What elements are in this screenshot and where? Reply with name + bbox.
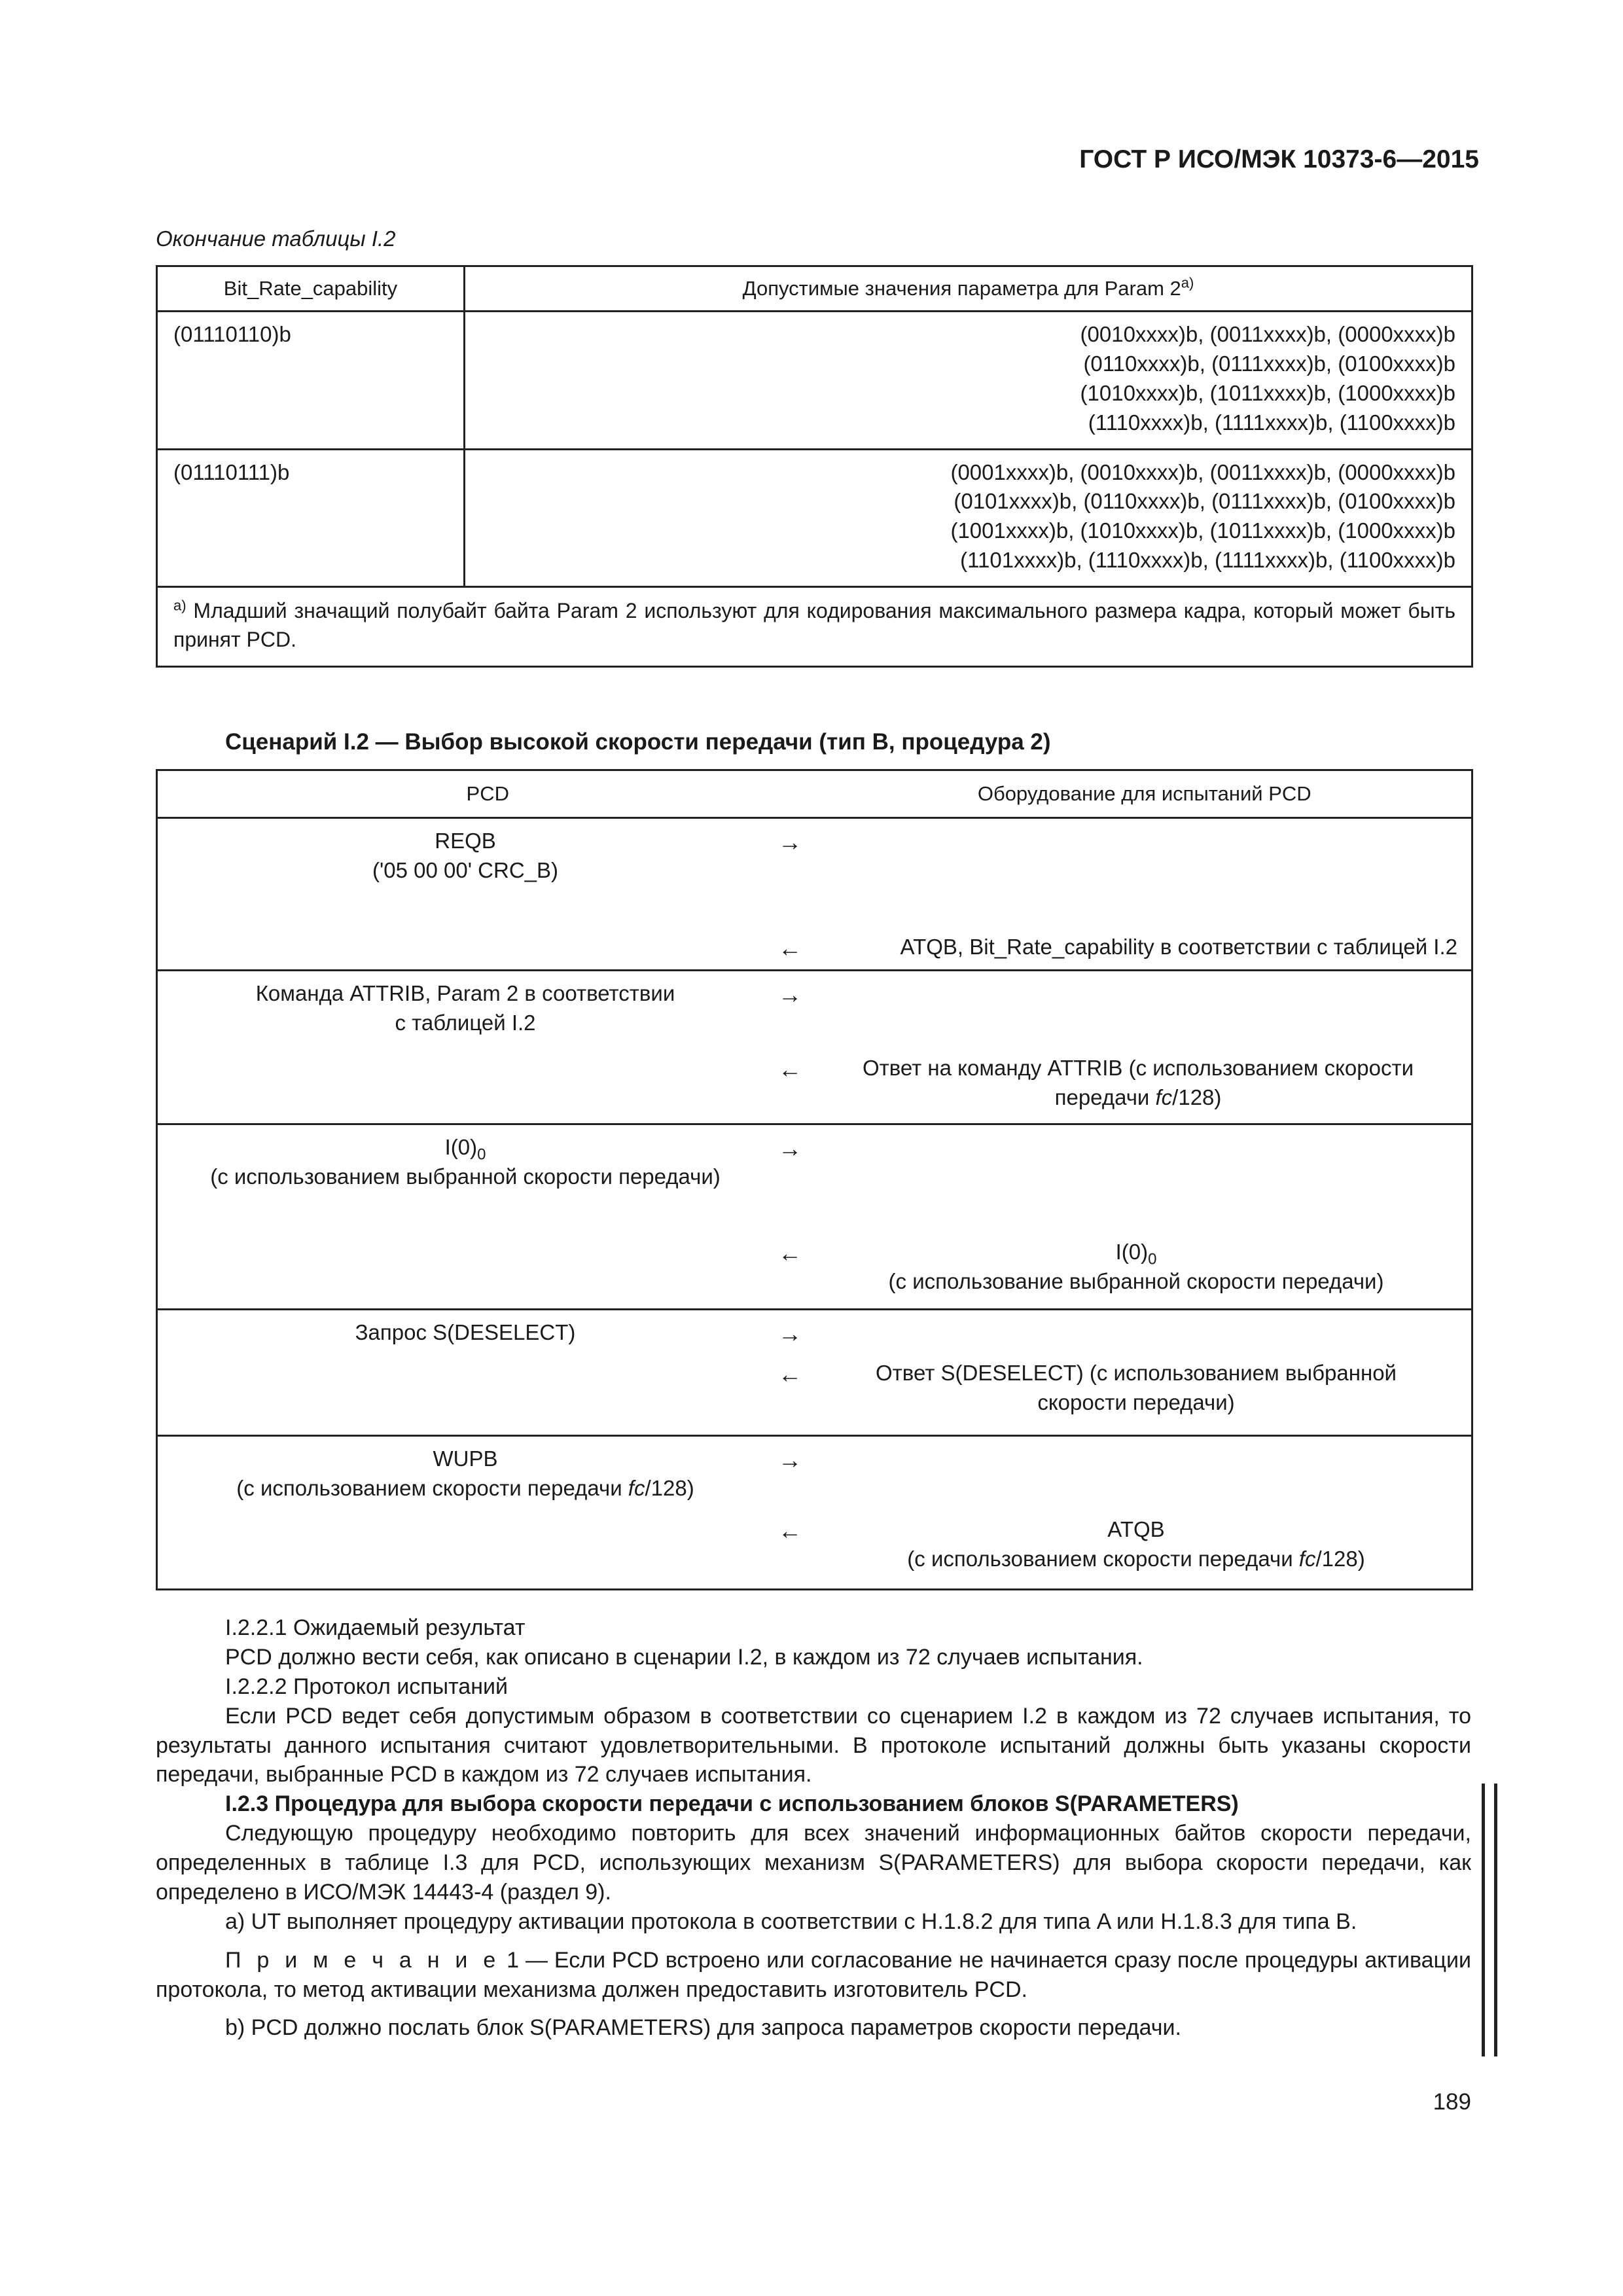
pcd-command: REQB ('05 00 00' CRC_B) bbox=[372, 829, 559, 882]
values-cell bbox=[465, 312, 1472, 450]
table-caption: Окончание таблицы I.2 bbox=[156, 226, 396, 251]
values-cell bbox=[465, 449, 1472, 587]
value-line: (0101xxxx)b, (0110xxxx)b, (0111xxxx)b, (0100xxxx)b bbox=[954, 489, 1455, 514]
arrow-right-icon: → bbox=[778, 1135, 802, 1162]
scenario-step bbox=[157, 1124, 1472, 1310]
pcd-command: Команда ATTRIB, Param 2 в соответствии с таблицей I.2 bbox=[255, 981, 675, 1035]
col-header-capability: Bit_Rate_capability bbox=[157, 266, 465, 312]
arrow-left-icon: ← bbox=[778, 935, 802, 961]
col-header-values: Допустимые значения параметра для Param 2$^{a)}$ bbox=[465, 266, 1472, 312]
arrow-right-icon: → bbox=[778, 1320, 802, 1347]
equipment-response: ATQB (с использованием скорости передачи fc/128) bbox=[907, 1517, 1365, 1571]
value-line: (1010xxxx)b, (1011xxxx)b, (1000xxxx)b bbox=[1080, 380, 1455, 405]
page-number: 189 bbox=[1433, 2089, 1471, 2115]
subsection-heading: I.2.2.2 Протокол испытаний bbox=[225, 1674, 508, 1699]
equipment-response: Ответ S(DESELECT) (с использованием выбранной скорости передачи) bbox=[876, 1361, 1397, 1414]
scenario-step bbox=[157, 971, 1472, 1124]
capability-cell: (01110111)b bbox=[157, 449, 465, 587]
table-footnote-row bbox=[157, 587, 1472, 667]
capability-cell: (01110110)b bbox=[157, 312, 465, 450]
value-line: (0110xxxx)b, (0111xxxx)b, (0100xxxx)b bbox=[1083, 351, 1455, 376]
scenario-step bbox=[157, 1310, 1472, 1436]
scenario-table bbox=[156, 769, 1473, 1590]
value-line: (0010xxxx)b, (0011xxxx)b, (0000xxxx)b bbox=[1080, 322, 1455, 346]
arrow-left-icon: ← bbox=[778, 1517, 802, 1544]
equipment-response: Ответ на команду ATTRIB (с использованием скорости передачи fc/128) bbox=[862, 1056, 1414, 1109]
pcd-command: $I(0)_0$ (с использованием выбранной скорости передачи) bbox=[210, 1135, 721, 1189]
arrow-right-icon: → bbox=[778, 829, 802, 855]
bitrate-table bbox=[156, 265, 1473, 668]
paragraph: Следующую процедуру необходимо повторить для всех значений информационных байтов скорости передачи, определенных в таблице I.3 для PCD, использующих механизм S(PARAMETERS) для выбора скорости передачи, как определено в ИСО/МЭК 14443-4 (раздел 9). bbox=[156, 1821, 1471, 1905]
arrow-right-icon: → bbox=[778, 1446, 802, 1473]
value-line: (1101xxxx)b, (1110xxxx)b, (1111xxxx)b, (1100xxxx)b bbox=[960, 548, 1455, 573]
paragraph: Если PCD ведет себя допустимым образом в соответствии со сценарием I.2 в каждом из 72 случаев испытания, то результаты данного испытания считают удовлетворительными. В протоколе испытаний должны быть указаны скорости передачи, выбранные PCD в каждом из 72 случаев испытания. bbox=[156, 1703, 1471, 1787]
subsection-heading: I.2.2.1 Ожидаемый результат bbox=[225, 1615, 526, 1640]
arrow-right-icon: → bbox=[778, 981, 802, 1008]
col-header-equipment: Оборудование для испытаний PCD bbox=[818, 770, 1472, 818]
value-line: (1001xxxx)b, (1010xxxx)b, (1011xxxx)b, (1000xxxx)b bbox=[950, 518, 1455, 543]
pcd-command: Запрос S(DESELECT) bbox=[355, 1320, 576, 1344]
arrow-left-icon: ← bbox=[778, 1240, 802, 1266]
section-heading: I.2.3 Процедура для выбора скорости передачи с использованием блоков S(PARAMETERS) bbox=[225, 1791, 1239, 1817]
paragraph: PCD должно вести себя, как описано в сценарии I.2, в каждом из 72 случаев испытания. bbox=[225, 1644, 1143, 1670]
equipment-response: ATQB, Bit_Rate_capability в соответствии с таблицей I.2 bbox=[900, 935, 1457, 959]
col-header-pcd: PCD bbox=[157, 770, 818, 818]
list-item: a) UT выполняет процедуру активации протокола в соответствии с H.1.8.2 для типа A или H.1.8.3 для типа B. bbox=[225, 1909, 1357, 1934]
scenario-title: Сценарий I.2 — Выбор высокой скорости передачи (тип B, процедура 2) bbox=[225, 729, 1051, 755]
scenario-step bbox=[157, 818, 1472, 971]
table-row bbox=[157, 312, 1472, 450]
scenario-header-row bbox=[157, 770, 1472, 818]
footnote-ref: a) bbox=[1181, 274, 1194, 291]
change-bar bbox=[1482, 1784, 1497, 2056]
pcd-command: WUPB (с использованием скорости передачи fc/128) bbox=[236, 1446, 694, 1500]
list-item: b) PCD должно послать блок S(PARAMETERS) для запроса параметров скорости передачи. bbox=[225, 2015, 1181, 2041]
body-text bbox=[156, 1613, 1471, 2043]
standard-header: ГОСТ Р ИСО/МЭК 10373-6—2015 bbox=[1079, 145, 1479, 173]
note: П р и м е ч а н и е 1 — Если PCD встроено или согласование не начинается сразу после процедуры активации протокола, то метод активации механизма должен предоставить изготовитель PCD. bbox=[156, 1947, 1471, 2002]
value-line: (0001xxxx)b, (0010xxxx)b, (0011xxxx)b, (0000xxxx)b bbox=[950, 459, 1455, 484]
table-footnote: $^{a)}$ Младший значащий полубайт байта Param 2 используют для кодирования максимального размера кадра, который может быть принят PCD. bbox=[157, 587, 1472, 667]
equipment-response: $I(0)_0$ (с использование выбранной скорости передачи) bbox=[888, 1240, 1384, 1293]
scenario-step bbox=[157, 1436, 1472, 1590]
table-row bbox=[157, 449, 1472, 587]
arrow-left-icon: ← bbox=[778, 1056, 802, 1083]
arrow-left-icon: ← bbox=[778, 1361, 802, 1388]
value-line: (1110xxxx)b, (1111xxxx)b, (1100xxxx)b bbox=[1088, 410, 1455, 435]
table-header-row bbox=[157, 266, 1472, 312]
